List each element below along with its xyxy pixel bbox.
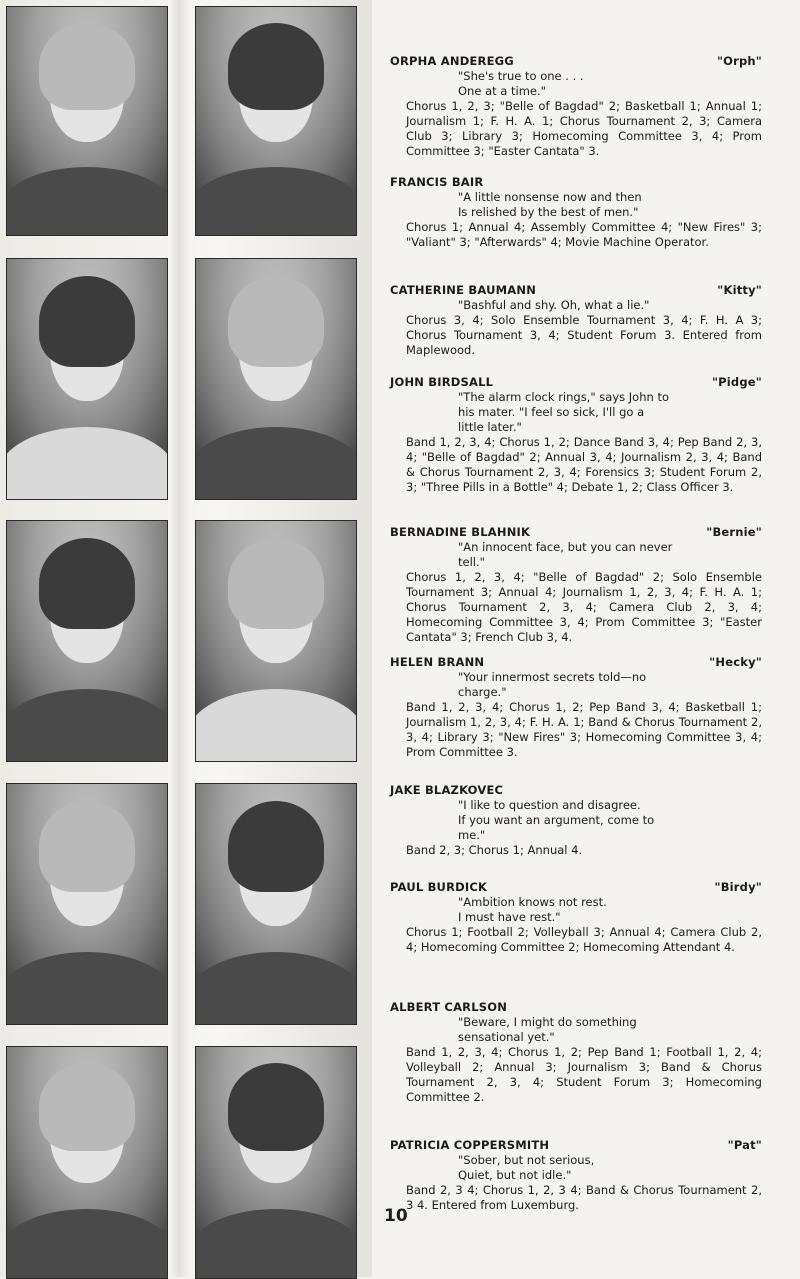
student-activities: Band 2, 3; Chorus 1; Annual 4. [406,843,583,857]
student-nickname: "Pat" [727,1138,762,1152]
photo-albert-carlson [6,1046,168,1279]
photo-francis-bair [195,6,357,236]
entry-header [390,655,762,670]
entry-header [390,880,762,895]
student-activities: Chorus 3, 4; Solo Ensemble Tournament 3, 4; F. H. A 3; Chorus Tournament 3, 4; Student Forum 3. Entered from Maplewood. [406,313,762,357]
page-fold-shadow [168,0,192,1277]
student-quote: "Sober, but not serious, Quiet, but not idle." [458,1153,595,1182]
student-name: BERNADINE BLAHNIK [390,525,531,539]
student-nickname: "Birdy" [714,880,762,894]
student-entry [390,525,762,645]
student-activities: Chorus 1, 2, 3; "Belle of Bagdad" 2; Basketball 1; Annual 1; Journalism 1; F. H. A. 1; Chorus Tournament 2, 3; Camera Club 3; Library 3; Homecoming Committee 3, 4; Prom Committee 3; "Easter Cantata" 3. [406,99,762,158]
student-entry [390,880,762,955]
page-number: 10 [384,1206,408,1226]
student-quote: "Beware, I might do something sensational yet." [458,1015,637,1044]
student-activities: Band 1, 2, 3, 4; Chorus 1, 2; Pep Band 1; Football 1, 2, 4; Volleyball 2; Annual 3; Journalism 3; Band & Chorus Tournament 2, 3, 4; Student Forum 3; Homecoming Committee 2. [406,1045,762,1104]
entry-header [390,783,762,798]
entry-header [390,283,762,298]
student-activities: Chorus 1; Annual 4; Assembly Committee 4; "New Fires" 3; "Valiant" 3; "Afterwards" 4; Movie Machine Operator. [406,220,762,249]
entry-header [390,1000,762,1015]
entry-header [390,175,762,190]
student-name: PATRICIA COPPERSMITH [390,1138,550,1152]
student-nickname: "Bernie" [706,525,762,539]
student-nickname: "Pidge" [711,375,762,389]
entry-header [390,54,762,69]
student-name: JAKE BLAZKOVEC [390,783,504,797]
student-quote: "Your innermost secrets told—no charge." [458,670,647,699]
photo-john-birdsall [195,258,357,500]
student-activities: Chorus 1; Football 2; Volleyball 3; Annual 4; Camera Club 2, 4; Homecoming Committee 2; Homecoming Attendant 4. [406,925,762,954]
student-entry [390,283,762,358]
photo-patricia-coppersmith [195,1046,357,1279]
student-quote: "Ambition knows not rest. I must have rest." [458,895,607,924]
photo-orpha-anderegg [6,6,168,236]
student-nickname: "Kitty" [717,283,762,297]
student-name: HELEN BRANN [390,655,485,669]
photo-catherine-baumann [6,258,168,500]
student-quote: "I like to question and disagree. If you want an argument, come to me." [458,798,655,842]
student-name: ORPHA ANDEREGG [390,54,514,68]
student-quote: "She's true to one . . . One at a time." [458,69,584,98]
student-name: FRANCIS BAIR [390,175,484,189]
student-quote: "An innocent face, but you can never tell." [458,540,673,569]
entry-header [390,525,762,540]
entry-header [390,1138,762,1153]
student-name: ALBERT CARLSON [390,1000,508,1014]
student-entry [390,1000,762,1105]
student-activities: Band 2, 3 4; Chorus 1, 2, 3 4; Band & Chorus Tournament 2, 3 4. Entered from Luxemburg. [406,1183,762,1212]
photo-paul-burdick [195,783,357,1025]
student-quote: "A little nonsense now and then Is relished by the best of men." [458,190,642,219]
entry-header [390,375,762,390]
photo-helen-brann [195,520,357,762]
photo-jake-blazkovec [6,783,168,1025]
student-nickname: "Hecky" [709,655,762,669]
student-quote: "Bashful and shy. Oh, what a lie." [458,298,650,312]
student-entry [390,54,762,159]
student-quote: "The alarm clock rings," says John to his mater. "I feel so sick, I'll go a little later." [458,390,669,434]
student-activities: Band 1, 2, 3, 4; Chorus 1, 2; Pep Band 3, 4; Basketball 1; Journalism 1, 2, 3, 4; F. H. A. 1; Band & Chorus Tournament 2, 3, 4; Library 3; "New Fires" 3; Homecoming Committee 3, 4; Prom Committee 3. [406,700,762,759]
student-nickname: "Orph" [716,54,762,68]
student-entry [390,175,762,250]
student-name: CATHERINE BAUMANN [390,283,537,297]
student-activities: Chorus 1, 2, 3, 4; "Belle of Bagdad" 2; Solo Ensemble Tournament 3; Annual 4; Journalism 1, 2, 3, 4; F. H. A. 1; Chorus Tournament 2, 3, 4; Camera Club 2, 3, 4; Homecoming Committee 3, 4; Prom Committee 3; "Easter Cantata" 3; French Club 3, 4. [406,570,762,644]
student-entry [390,1138,762,1213]
student-name: PAUL BURDICK [390,880,488,894]
student-name: JOHN BIRDSALL [390,375,494,389]
student-entry [390,375,762,495]
student-activities: Band 1, 2, 3, 4; Chorus 1, 2; Dance Band 3, 4; Pep Band 2, 3, 4; "Belle of Bagdad" 2; Annual 3, 4; Journalism 2, 3, 4; Band & Chorus Tournament 2, 3, 4; Forensics 3; Student Forum 2, 3; "Three Pills in a Bottle" 4; Debate 1, 2; Class Officer 3. [406,435,762,494]
student-entry [390,655,762,760]
student-entry [390,783,762,858]
photo-bernadine-blahnik [6,520,168,762]
